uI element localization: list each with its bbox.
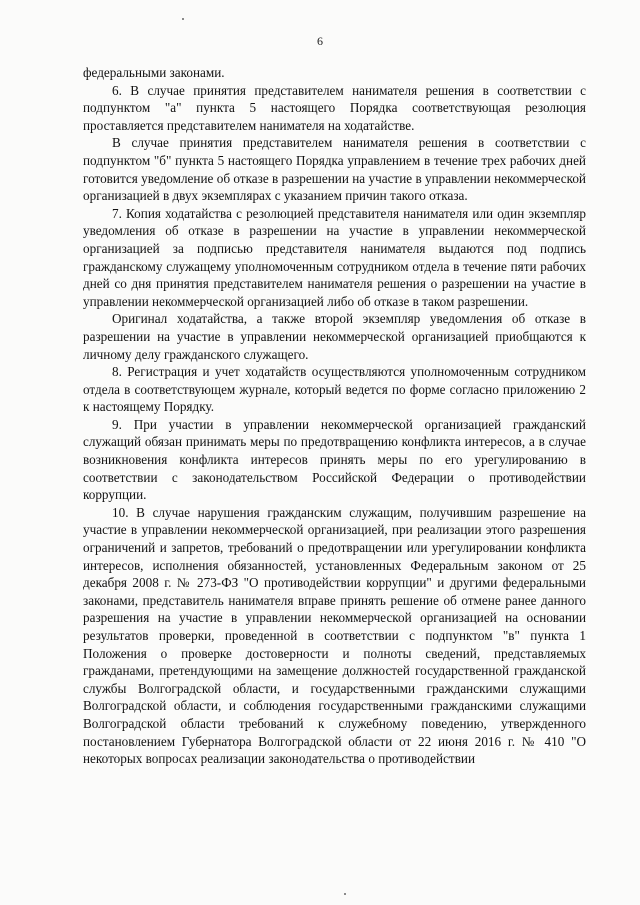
scan-speck xyxy=(182,18,184,20)
paragraph-item-9: 9. При участии в управлении некоммерческой организацией гражданский служащий обязан принимать меры по предотвращению конфликта интересов, а в случае возникновения конфликта интересов принять меры по его урегулированию в соответствии с законодательством Российской Федерации о противодействии коррупции. xyxy=(83,416,586,503)
page-number: 6 xyxy=(317,34,323,48)
paragraph-item-8: 8. Регистрация и учет ходатайств осуществляются уполномоченным сотрудником отдела в соответствующем журнале, который ведется по форме согласно приложению 2 к настоящему Порядку. xyxy=(83,364,586,415)
paragraph-refusal-notice: В случае принятия представителем нанимателя решения в соответствии с подпунктом "б" пункта 5 настоящего Порядка управлением в течение трех рабочих дней готовится уведомление об отказе в разрешении на участие в управлении некоммерческой организацией в двух экземплярах с указанием причин такого отказа. xyxy=(83,135,586,204)
paragraph-item-10: 10. В случае нарушения гражданским служащим, получившим разрешение на участие в управлении некоммерческой организацией, при реализации этого разрешения ограничений и запретов, требований о предотвращении или урегулировании конфликта интересов, исполнения обязанностей, установленных Федеральным законом от 25 декабря 2008 г. № 273-ФЗ "О противодействии коррупции" и другими федеральными законами, представитель нанимателя вправе принять решение об отмене ранее данного разрешения на участие в управлении некоммерческой организацией на основании результатов проверки, проведенной в соответствии с подпунктом "в" пункта 1 Положения о проверке достоверности и полноты сведений, представляемых гражданами, претендующими на замещение должностей государственной гражданской службы Волгоградской области, и государственными гражданскими служащими Волгоградской области, и соблюдения государственными гражданскими служащими Волгоградской области требований к служебному поведению, утвержденного постановлением Губернатора Волгоградской области от 22 июня 2016 г. № 410 "О некоторых вопросах реализации законодательства о противодействии xyxy=(83,504,586,767)
document-body xyxy=(83,64,586,768)
paragraph-item-6: 6. В случае принятия представителем нанимателя решения в соответствии с подпунктом "а" пункта 5 настоящего Порядка соответствующая резолюция проставляется представителем нанимателя на ходатайстве. xyxy=(83,82,586,133)
scan-speck xyxy=(344,893,346,895)
paragraph-continuation: федеральными законами. xyxy=(83,65,225,80)
paragraph-item-7: 7. Копия ходатайства с резолюцией представителя нанимателя или один экземпляр уведомления об отказе в разрешении на участие в управлении некоммерческой организацией за подписью представителя нанимателя выдаются под подпись гражданскому служащему уполномоченным сотрудником отдела в течение пяти рабочих дней со дня принятия представителем нанимателя решения о разрешении на участие в управлении некоммерческой организацией либо об отказе в таком разрешении. xyxy=(83,205,586,309)
paragraph-original-petition: Оригинал ходатайства, а также второй экземпляр уведомления об отказе в разрешении на участие в управлении некоммерческой организацией приобщаются к личному делу гражданского служащего. xyxy=(83,311,586,362)
